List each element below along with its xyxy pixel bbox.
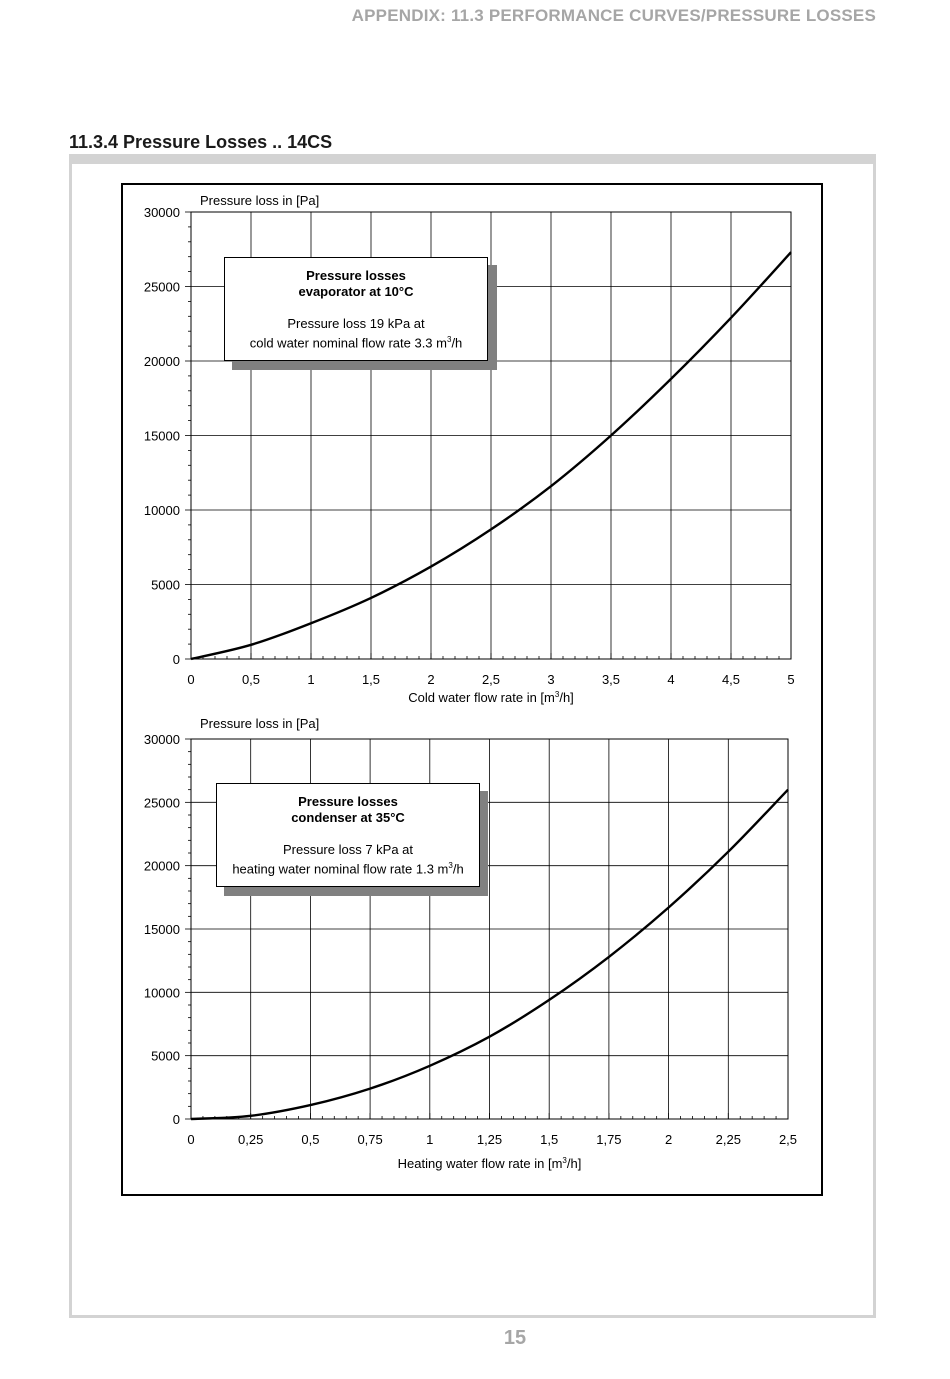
y-tick-label: 25000 [143, 279, 180, 295]
x-tick-label: 0,75 [357, 1132, 383, 1147]
x-tick-label: 1,5 [361, 672, 381, 687]
x-tick-label: 3 [547, 672, 555, 687]
annotation-text-line1: Pressure loss 19 kPa at [287, 316, 425, 331]
x-tick-label: 4 [667, 672, 675, 687]
annotation-title-line1: Pressure losses [306, 268, 406, 283]
annotation-title-line2: condenser at 35°C [291, 810, 405, 825]
y-tick-label: 10000 [143, 985, 180, 1001]
y-axis-label: Pressure loss in [Pa] [200, 716, 320, 731]
x-axis-label: Cold water flow rate in $[m^3/h]$ [408, 690, 574, 705]
x-tick-label: 5 [787, 672, 795, 687]
x-tick-label: 1,5 [540, 1132, 559, 1147]
x-tick-label: 3,5 [601, 672, 621, 687]
x-tick-label: 2 [427, 672, 435, 687]
x-axis-label: Heating water flow rate in $[m^3/h]$ [397, 1156, 582, 1171]
annotation-text-line2: cold water nominal flow rate 3.3 $m^3/h$ [249, 335, 463, 351]
y-tick-label: 15000 [143, 428, 180, 444]
y-tick-label: 10000 [143, 503, 180, 518]
annotation-title-line1: Pressure losses [298, 794, 398, 809]
y-tick-label: 0 [172, 1112, 180, 1127]
x-tick-label: 1 [307, 672, 315, 687]
x-tick-label: 2,5 [778, 1132, 798, 1147]
x-tick-label: 2 [664, 1132, 673, 1147]
x-tick-label: 0,25 [238, 1132, 264, 1147]
y-tick-label: 0 [172, 652, 180, 667]
y-tick-label: 5000 [151, 1048, 180, 1064]
section-title: 11.3.4 Pressure Losses .. 14CS [69, 132, 333, 152]
x-tick-label: 0 [187, 1132, 195, 1147]
annotation-text-line2: heating water nominal flow rate 1.3 $m^3/h$ [232, 861, 464, 877]
annotation-text-line1: Pressure loss 7 kPa at [282, 842, 414, 857]
annotation-evaporator [224, 257, 488, 361]
x-tick-label: 1 [426, 1132, 434, 1147]
annotation-title-line2: evaporator at 10°C [298, 284, 414, 299]
x-tick-label: 2,5 [481, 672, 501, 687]
y-tick-label: 20000 [143, 858, 180, 874]
x-tick-label: 4,5 [721, 672, 741, 687]
x-tick-label: 1,25 [476, 1132, 503, 1147]
page-header-title: APPENDIX: 11.3 PERFORMANCE CURVES/PRESSURE LOSSES [351, 6, 876, 25]
x-tick-label: 2,25 [715, 1132, 741, 1147]
x-tick-label: 0 [187, 672, 195, 687]
y-tick-label: 30000 [143, 732, 180, 747]
x-tick-label: 0,5 [241, 672, 261, 687]
annotation-condenser [216, 783, 480, 887]
y-tick-label: 20000 [143, 354, 180, 369]
y-tick-label: 5000 [151, 577, 180, 593]
y-tick-label: 25000 [143, 795, 180, 811]
y-tick-label: 30000 [143, 205, 180, 220]
x-tick-label: 1,75 [596, 1132, 622, 1147]
y-axis-label: Pressure loss in [Pa] [200, 193, 320, 208]
page-number: 15 [503, 1327, 527, 1349]
x-tick-label: 0,5 [301, 1132, 320, 1147]
y-tick-label: 15000 [143, 922, 180, 937]
